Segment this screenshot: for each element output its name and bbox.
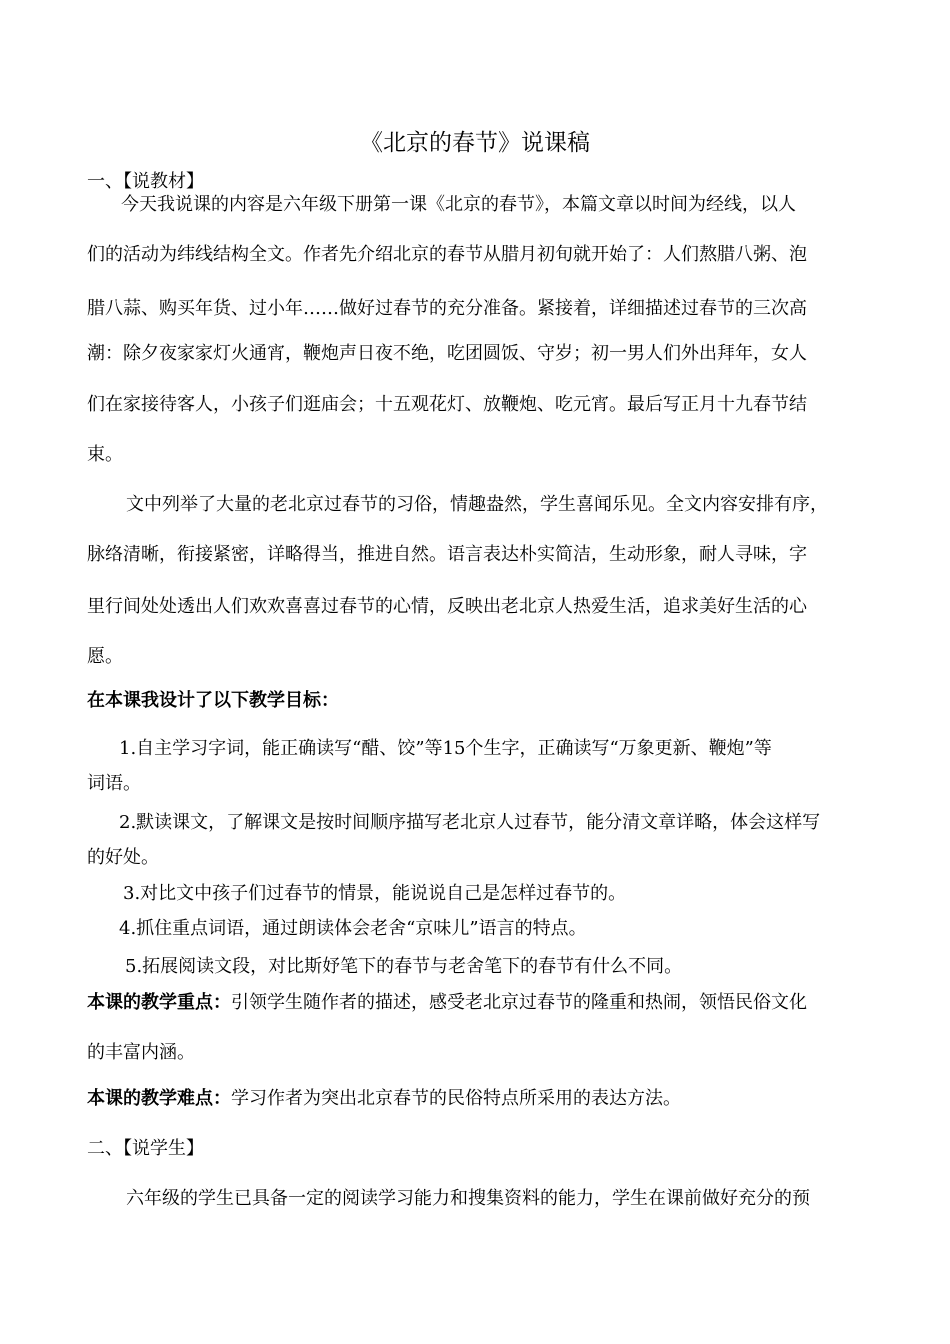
difficulty-text: 学习作者为突出北京春节的民俗特点所采用的表达方法。 [231, 1088, 681, 1109]
paragraph-line: 束。 [87, 444, 123, 465]
goal-item: 的好处。 [87, 847, 159, 868]
paragraph-line: 愿。 [87, 646, 123, 667]
section-heading-textbook: 一、【说教材】 [87, 171, 204, 192]
paragraph-line: 腊八蒜、购买年货、过小年……做好过春节的充分准备。紧接着，详细描述过春节的三次高 [87, 298, 807, 319]
paragraph-line: 今天我说课的内容是六年级下册第一课《北京的春节》，本篇文章以时间为经线，以人 [121, 194, 796, 215]
paragraph-line: 们的活动为纬线结构全文。作者先介绍北京的春节从腊月初旬就开始了：人们熬腊八粥、泡 [87, 244, 807, 265]
key-point-label: 本课的教学重点： [87, 992, 231, 1013]
goal-item: 词语。 [87, 773, 141, 794]
goal-item: 5.拓展阅读文段，对比斯妤笔下的春节与老舍笔下的春节有什么不同。 [125, 956, 683, 977]
goal-item: 1.自主学习字词，能正确读写“醋、饺”等15个生字，正确读写“万象更新、鞭炮”等 [119, 738, 772, 759]
teaching-difficulty [87, 1087, 681, 1111]
document-title: 《北京的春节》说课稿 [360, 130, 590, 156]
section-heading-students: 二、【说学生】 [87, 1138, 204, 1159]
goal-item: 2.默读课文，了解课文是按时间顺序描写老北京人过春节，能分清文章详略，体会这样写 [119, 812, 821, 833]
paragraph-line: 文中列举了大量的老北京过春节的习俗，情趣盎然，学生喜闻乐见。全文内容安排有序， [126, 494, 828, 515]
goals-heading: 在本课我设计了以下教学目标： [87, 690, 339, 711]
difficulty-label: 本课的教学难点： [87, 1088, 231, 1109]
paragraph-line: 潮：除夕夜家家灯火通宵，鞭炮声日夜不绝，吃团圆饭、守岁；初一男人们外出拜年，女人 [87, 343, 807, 364]
paragraph-line: 六年级的学生已具备一定的阅读学习能力和搜集资料的能力，学生在课前做好充分的预 [126, 1188, 810, 1209]
paragraph-line: 的丰富内涵。 [87, 1042, 195, 1063]
key-point-text: 引领学生随作者的描述，感受老北京过春节的隆重和热闹，领悟民俗文化 [231, 992, 807, 1013]
goal-item: 4.抓住重点词语，通过朗读体会老舍“京味儿”语言的特点。 [119, 918, 587, 939]
paragraph-line: 脉络清晰，衔接紧密，详略得当，推进自然。语言表达朴实简洁，生动形象，耐人寻味，字 [87, 544, 807, 565]
goal-item: 3.对比文中孩子们过春节的情景，能说说自己是怎样过春节的。 [123, 883, 627, 904]
paragraph-line: 们在家接待客人，小孩子们逛庙会；十五观花灯、放鞭炮、吃元宵。最后写正月十九春节结 [87, 394, 807, 415]
teaching-key-point [87, 991, 807, 1015]
paragraph-line: 里行间处处透出人们欢欢喜喜过春节的心情，反映出老北京人热爱生活，追求美好生活的心 [87, 596, 807, 617]
